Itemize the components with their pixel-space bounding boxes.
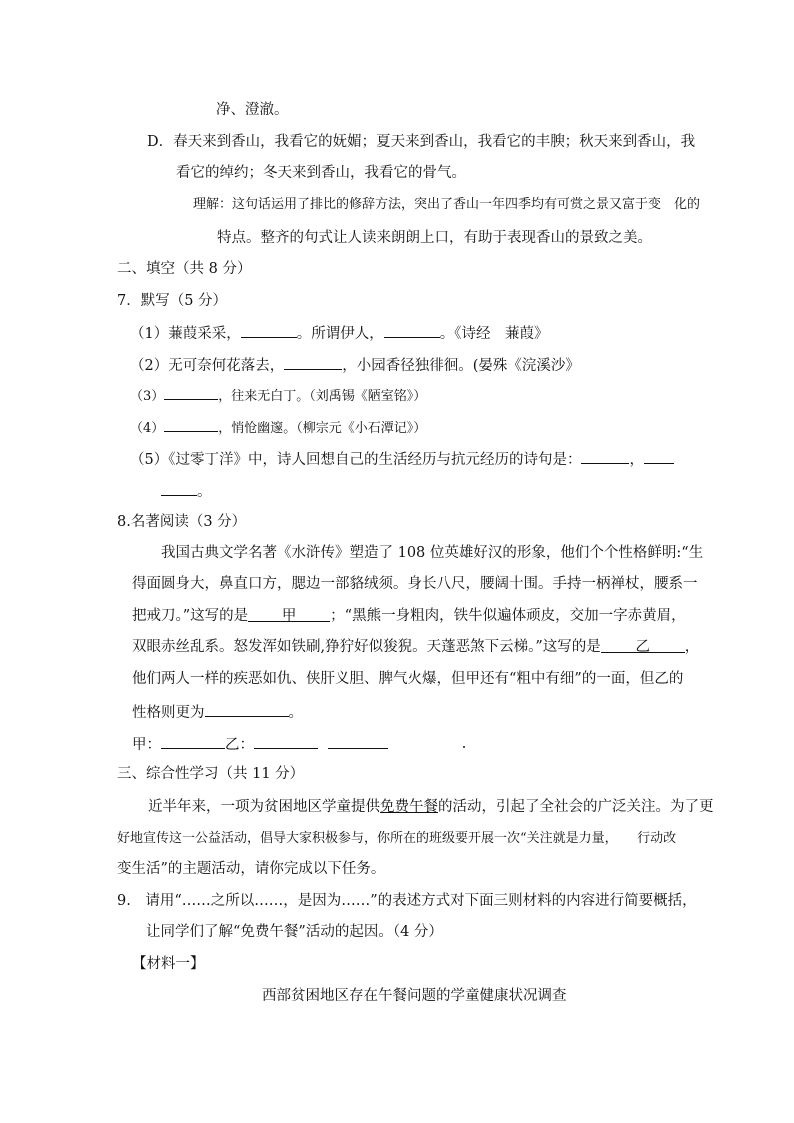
line-text: 7．默写（5 分） — [117, 293, 228, 309]
reading-paragraph — [161, 543, 703, 563]
stray-dot — [463, 746, 465, 748]
fill-item-1 — [130, 322, 548, 344]
answer-blank-yi[interactable] — [601, 637, 685, 653]
explanation — [193, 195, 700, 215]
answer-blank[interactable] — [581, 448, 629, 464]
material-label — [132, 954, 205, 974]
fill-item-5-continued — [161, 480, 212, 502]
option-d — [147, 132, 695, 152]
line-text: 特点。整齐的句式让人读来朗朗上口，有助于表现香山的景致之美。 — [217, 230, 652, 246]
line-text: 8.名著阅读（3 分） — [117, 514, 247, 530]
answer-blank-yi[interactable] — [254, 733, 318, 749]
line-text: 好地宣传这一公益活动，倡导大家积极参与，你所在的班级要开展一次“关注就是力量， 行动改 — [117, 831, 677, 846]
line-text: 近半年来，一项为贫困地区学童提供 — [148, 799, 380, 815]
answer-blank[interactable] — [284, 354, 342, 370]
line-text: （5）《过零丁洋》中，诗人回想自己的生活经历与抗元经历的诗句是： — [130, 452, 582, 468]
line-text: （2）无可奈何花落去， — [130, 358, 285, 374]
answer-line — [132, 733, 388, 755]
line-text: 二、填空（共 8 分） — [117, 261, 252, 277]
reading-paragraph — [132, 669, 683, 689]
explanation-continued — [217, 228, 652, 248]
line-text: 性格则更为 — [132, 705, 205, 721]
answer-blank-jia[interactable] — [248, 606, 330, 622]
line-text: 。《诗经 蒹葭》 — [439, 326, 549, 342]
line-text: 。 — [288, 705, 303, 721]
line-text: 他们两人一样的疾恶如仇、侠肝义胆、脾气火爆，但甲还有“粗中有细”的一面，但乙的 — [132, 671, 684, 687]
underlined-text: 免费午餐 — [380, 799, 438, 815]
line-text: 看它的绰约；冬天来到香山，我看它的骨气。 — [176, 165, 466, 181]
line-text: ，小园香径独徘徊。(晏殊《浣溪沙》 — [342, 358, 580, 374]
material-title — [262, 986, 567, 1006]
line-text: ，悄怆幽邃。（柳宗元《小石潭记》） — [218, 421, 427, 436]
line-text: 双眼赤丝乱系。怒发浑如铁刷,狰狞好似狻猊。天蓬恶煞下云梯。”这写的是 — [132, 639, 601, 655]
line-text: 【材料一】 — [132, 956, 205, 972]
option-d-continued — [176, 163, 466, 183]
reading-paragraph — [132, 701, 303, 723]
question-title — [117, 512, 246, 532]
line-text: 西部贫困地区存在午餐问题的学童健康状况调查 — [262, 988, 567, 1004]
line-text: ，往来无白丁。（刘禹锡《陋室铭》） — [218, 389, 427, 404]
blank-label: 甲 — [281, 608, 297, 624]
paragraph — [148, 797, 714, 817]
fill-item-3 — [130, 384, 426, 407]
reading-paragraph — [132, 574, 698, 594]
reading-paragraph — [132, 637, 699, 657]
question-title — [117, 291, 227, 311]
paragraph — [117, 859, 385, 879]
line-text: （1）蒹葭采采， — [130, 326, 241, 342]
answer-blank[interactable] — [328, 733, 388, 749]
question-text — [146, 922, 443, 942]
line-text: 变生活”的主题活动，请你完成以下任务。 — [117, 861, 386, 877]
line-text: 。 — [197, 484, 212, 500]
line-text: 理解：这句话运用了排比的修辞方法，突出了香山一年四季均有可赏之景又富于变 化的 — [193, 197, 701, 212]
answer-blank-jia[interactable] — [161, 733, 225, 749]
line-text: 得面圆身大，鼻直口方，腮边一部貉绒须。身长八尺，腰阔十围。手持一柄禅杖，腰系一 — [132, 576, 698, 592]
line-text: 。所谓伊人， — [296, 326, 384, 342]
blank-label: 乙 — [635, 639, 651, 655]
reading-paragraph — [132, 606, 686, 626]
line-text: 把戒刀。”这写的是 — [132, 608, 249, 624]
line-text: 让同学们了解“免费午餐”活动的起因。（4 分） — [146, 924, 443, 940]
question-title — [117, 891, 697, 911]
line-text: 净、澄澈。 — [216, 102, 289, 118]
fill-item-4 — [130, 416, 426, 439]
answer-blank[interactable] — [164, 384, 218, 400]
answer-blank[interactable] — [241, 322, 297, 338]
answer-blank[interactable] — [164, 416, 218, 432]
line-text: 三、综合性学习（共 11 分） — [117, 766, 305, 782]
answer-blank[interactable] — [161, 480, 197, 496]
line-text: 乙： — [225, 737, 254, 753]
text-line — [216, 100, 289, 120]
line-text: 的活动，引起了全社会的广泛关注。为了更 — [438, 799, 714, 815]
line-text: ， — [629, 452, 644, 468]
section-heading — [117, 764, 304, 784]
line-text: ；“黑熊一身粗肉，铁牛似遍体顽皮，交加一字赤黄眉， — [330, 608, 686, 624]
paragraph — [117, 829, 676, 849]
answer-blank[interactable] — [644, 448, 674, 464]
fill-item-2 — [130, 354, 580, 376]
line-text: （3） — [130, 389, 165, 404]
line-text: 我国古典文学名著《水浒传》塑造了 108 位英雄好汉的形象，他们个个性格鲜明:“生 — [161, 545, 704, 561]
line-text: D．春天来到香山，我看它的妩媚；夏天来到香山，我看它的丰腴；秋天来到香山，我 — [147, 134, 696, 150]
line-text: （4） — [130, 421, 165, 436]
answer-blank[interactable] — [205, 701, 289, 717]
line-text: 9. 请用“……之所以……，是因为……”的表述方式对下面三则材料的内容进行简要概括， — [117, 893, 697, 909]
line-text: ， — [684, 639, 700, 655]
section-heading — [117, 259, 251, 279]
line-text: 甲： — [132, 737, 161, 753]
fill-item-5 — [130, 448, 674, 470]
answer-blank[interactable] — [384, 322, 440, 338]
